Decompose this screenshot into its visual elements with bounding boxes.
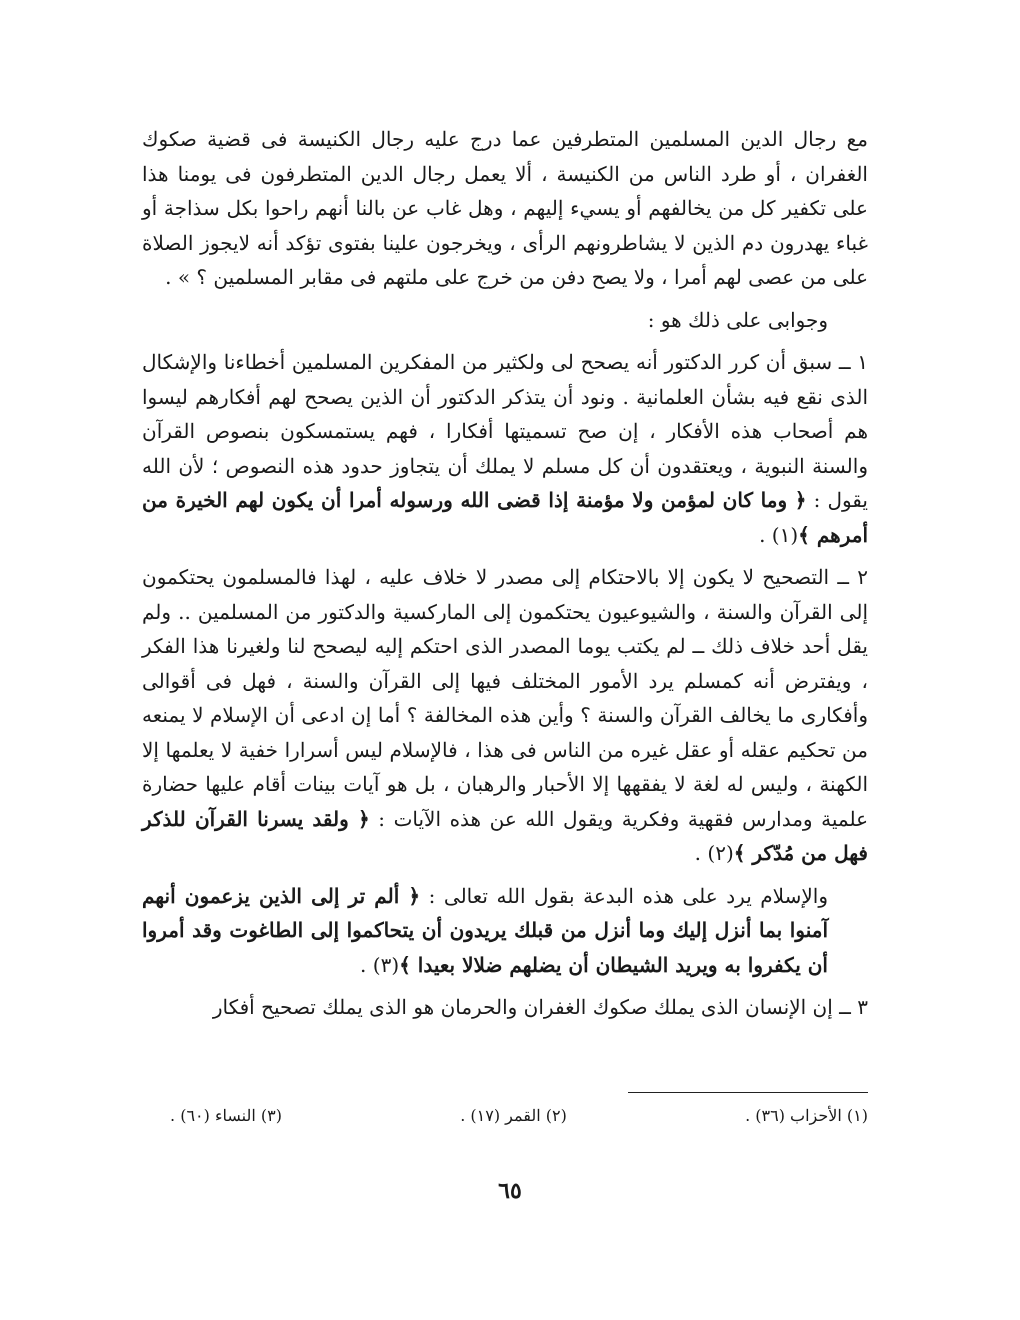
quran-quote: ﴿ ولقد يسرنا القرآن للذكر فهل من مُدّكر ﴾ bbox=[142, 806, 868, 865]
page-number: ٦٥ bbox=[498, 1178, 522, 1204]
paragraph-text: والإسلام يرد على هذه البدعة بقول الله تعالى : bbox=[428, 883, 828, 908]
paragraph-text: ٢ ــ التصحيح لا يكون إلا بالاحتكام إلى مصدر لا خلاف عليه ، لهذا فالمسلمون يحتكمون إلى القرآن والسنة ، والشيوعيون يحتكمون إلى الماركسية والدكتور من المسلمين .. ولم يقل أحد خلاف ذلك ــ لم يكتب يوما المصدر الذى احتكم إليه ليصحح لنا ولغيرنا هذا الفكر ، ويفترض أنه كمسلم يرد الأمور المختلف فيها إلى القرآن والسنة ، فهل فى أقوالى وأفكارى ما يخالف القرآن والسنة ؟ وأين هذه المخالفة ؟ أما إن ادعى أن الإسلام لا يمنعه من تحكيم عقله أو عقل غيره من الناس فى هذا ، فالإسلام ليس أسرارا خفية لا يعلمها إلا الكهنة ، وليس له لغة لا يفقهها إلا الأحبار والرهبان ، بل هو آيات بينات أقام عليها حضارة علمية ومدارس فقهية وفكرية ويقول الله عن هذه الآيات : bbox=[142, 565, 869, 831]
quran-quote: ﴿ وما كان لمؤمن ولا مؤمنة إذا قضى الله ورسوله أمرا أن يكون لهم الخيرة من أمرهم ﴾ bbox=[142, 488, 868, 547]
paragraph-islam-response bbox=[142, 879, 868, 983]
footnote-2: (٢) القمر (١٧) . bbox=[460, 1106, 567, 1125]
paragraph-point-3: ٣ ــ إن الإنسان الذى يملك صكوك الغفران والحرمان هو الذى يملك تصحيح أفكار bbox=[212, 995, 868, 1019]
footnote-1: (١) الأحزاب (٣٦) . bbox=[745, 1106, 868, 1125]
footnotes bbox=[170, 1106, 868, 1125]
body-text bbox=[142, 122, 868, 1025]
footnote-reference: (٣) . bbox=[360, 952, 400, 977]
footnote-reference: (١) . bbox=[759, 522, 799, 547]
paragraph-continuation: مع رجال الدين المسلمين المتطرفين عما درج عليه رجال الكنيسة فى قضية صكوك الغفران ، أو طرد الناس من الكنيسة ، ألا يعمل رجال الدين المتطرفون فى يومنا هذا على تكفير كل من يخالفهم أو يسيء إليهم ، وهل غاب عن بالنا أنهم راحوا بكل سذاجة أو غباء يهدرون دم الذين لا يشاطرونهم الرأى ، ويخرجون علينا بفتوى تؤكد أنه لايجوز الصلاة على من عصى لهم أمرا ، ولا يصح دفن من خرج على ملتهم فى مقابر المسلمين ؟ » . bbox=[142, 127, 868, 289]
paragraph-answer-intro: وجوابى على ذلك هو : bbox=[647, 307, 828, 332]
quran-quote: ﴿ ألم تر إلى الذين يزعمون أنهم آمنوا بما أنزل إليك وما أنزل من قبلك يريدون أن يتحاكموا إلى الطاغوت وقد أمروا أن يكفروا به ويريد الشيطان أن يضلهم ضلالا بعيدا ﴾ bbox=[142, 883, 828, 977]
paragraph-text: ١ ــ سبق أن كرر الدكتور أنه يصحح لى ولكثير من المفكرين المسلمين أخطاءنا والإشكال الذى نقع فيه بشأن العلمانية . ونود أن يتذكر الدكتور أن الذين يصحح لهم أفكارهم ليسوا هم أصحاب هذه الأفكار ، إن صح تسميتها أفكارا ، فهم يستمسكون بنصوص القرآن والسنة النبوية ، ويعتقدون أن كل مسلم لا يملك أن يتجاوز حدود هذه النصوص ؛ لأن الله يقول : bbox=[142, 350, 869, 512]
footnote-3: (٣) النساء (٦٠) . bbox=[170, 1106, 282, 1125]
paragraph-point-2 bbox=[142, 560, 868, 871]
footnote-divider bbox=[628, 1092, 868, 1093]
footnote-reference: (٢) . bbox=[694, 841, 734, 865]
paragraph-point-1 bbox=[142, 345, 868, 552]
